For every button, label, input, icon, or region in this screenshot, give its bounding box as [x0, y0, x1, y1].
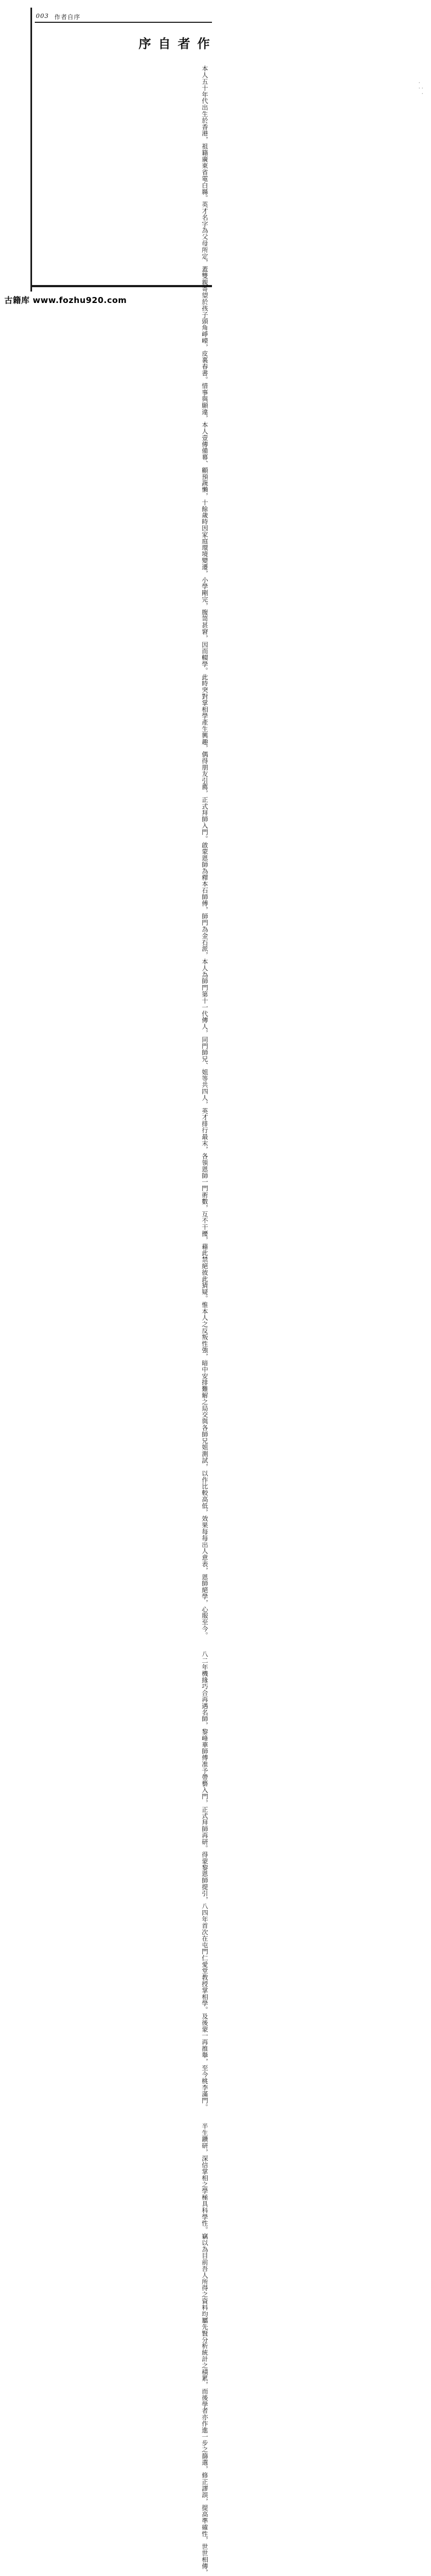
text-column: 門第十一代傳人，同門師兄、姐等共四人，英才排行最末，各領恩師一門術數，互: [201, 984, 209, 1218]
text-column: 門。: [201, 2097, 209, 2110]
text-column: 八二年機緣巧合再遇名師，黎峰華師傅准予帶藝入門，正式拜師再研。得蒙黎: [201, 1650, 209, 1871]
chapter-title: 作者自序: [136, 37, 210, 53]
site-watermark: 古籍库 www.fozhu920.com: [4, 295, 127, 305]
header-rule: [35, 22, 212, 23]
text-column: 寄望於孩子頭角崢嶸，皮裏春書。惜事與願違，本人壹傳備幕、顧預蔬懶，十餘歲: [201, 285, 209, 519]
running-header: [36, 13, 80, 21]
body-text: [132, 35, 212, 2576]
text-column: 恩師提引，八四年首次在屯門仁愛堂教授掌相學。及後蒙一再推舉，至今桃李滿: [201, 1871, 209, 2097]
text-column: 不干擾，藉此禁絕彼此猜疑。惟本人之反叛性強，暗中安排難解之局交與各師兄姐: [201, 1217, 209, 1451]
text-column: 時因家庭環境變遷，小學剛完，腹笥甚窘，因而輟學。此時突對掌相學產生興趣，: [201, 518, 209, 752]
text-column: 測試，以作比較高低，效果每每出人意表，恩師絕學，心服至今。: [201, 1450, 209, 1638]
text-column: 偶得朋友引薦，正式拜師入門。啟蒙恩師為釋本石師傅，師門為金石派，本人為師: [201, 751, 209, 984]
text-column: 析統計之積累，而後學者亦作進一步之篩選，修正謬誤，提高準確性，世世相傳，: [201, 2343, 209, 2576]
text-column: 半生鑽研，深信掌相之學極具科學性。竊以為目前吾人所得之資料均屬先賢分: [201, 2122, 209, 2343]
scan-specks: · · · ·: [418, 81, 423, 97]
page-number: 003: [36, 13, 49, 20]
text-column: 本人五十年代出生於香港，祖籍廣東省電白縣。英才名字為父母所定，蓋雙親: [201, 65, 209, 286]
running-title: 作者自序: [54, 14, 80, 21]
page-frame-left-rule: [30, 8, 32, 292]
